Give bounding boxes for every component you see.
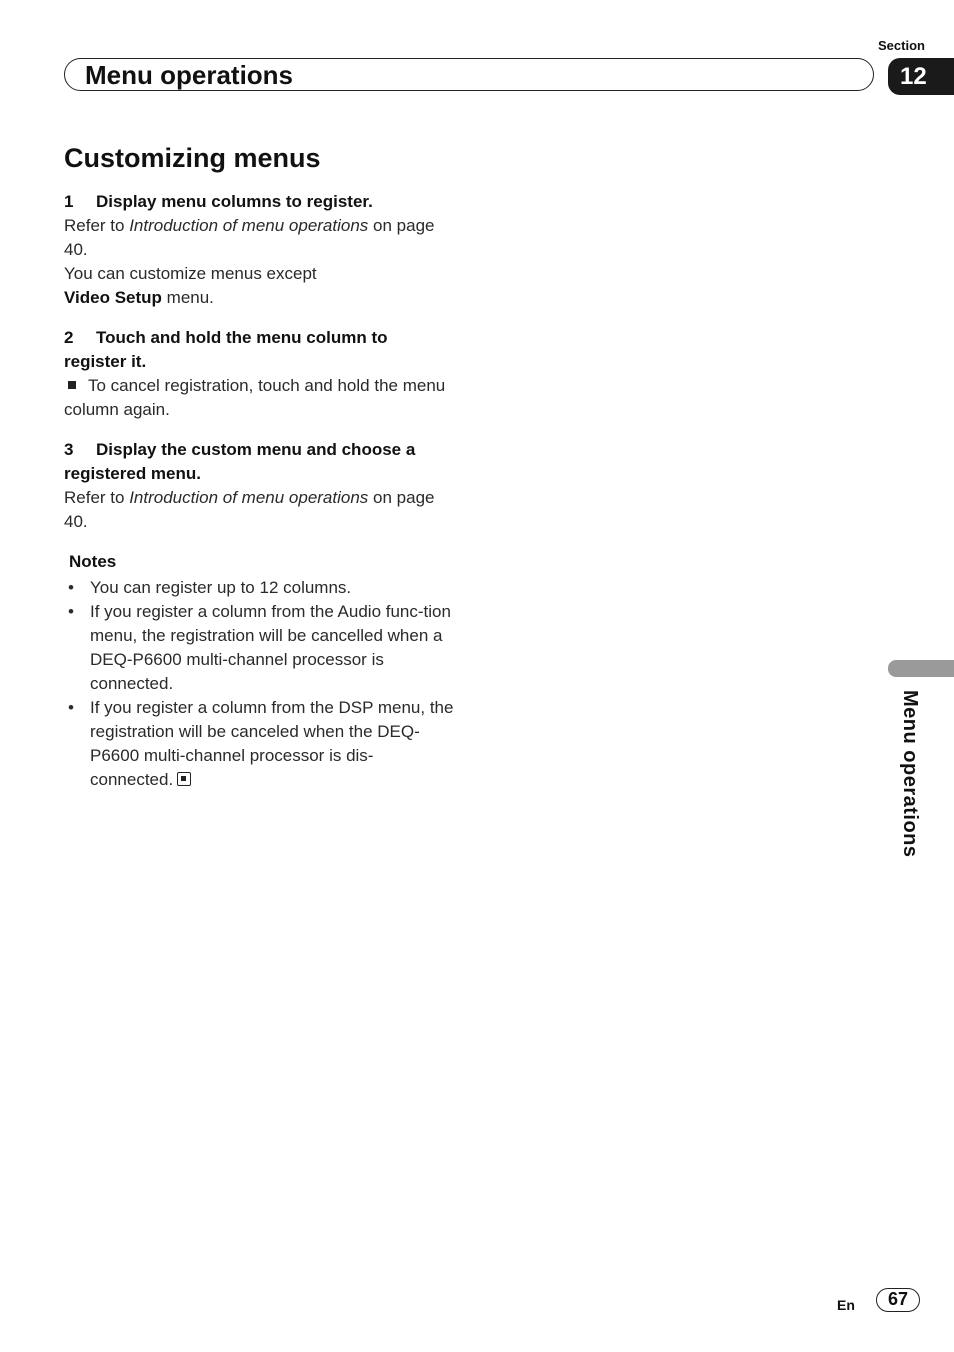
notes-list	[64, 576, 454, 792]
bullet-dot-icon: •	[68, 698, 74, 717]
note-tail: menu.	[161, 288, 214, 307]
step-title-text: Display the custom menu and choose a registered menu.	[64, 440, 416, 483]
list-item	[64, 696, 454, 792]
video-setup-term: Video Setup	[64, 288, 162, 307]
note-text: If you register a column from the DSP menu, the registration will be canceled when the DEQ-P6600 multi-channel processor is dis-connected.	[90, 698, 454, 789]
step-3-title	[64, 438, 454, 486]
page-number: 67	[876, 1288, 920, 1312]
step-2-bullet	[64, 374, 454, 422]
step-number: 3	[64, 440, 74, 459]
side-section-label: Menu operations	[899, 690, 921, 858]
step-1-note	[64, 262, 454, 310]
ref-prefix: Refer to	[64, 488, 130, 507]
section-label: Section	[878, 38, 925, 53]
square-bullet-icon	[68, 381, 76, 389]
header-title: Menu operations	[85, 60, 294, 90]
step-1-title	[64, 190, 454, 214]
step-1-reference	[64, 214, 454, 262]
side-tab-marker	[888, 660, 954, 677]
bullet-dot-icon: •	[68, 602, 74, 621]
step-2-title	[64, 326, 454, 374]
note-text: You can customize menus except	[64, 264, 317, 283]
step-3-reference	[64, 486, 454, 534]
ref-prefix: Refer to	[64, 216, 130, 235]
language-label: En	[837, 1297, 855, 1313]
list-item	[64, 600, 454, 696]
header-bar	[64, 58, 874, 91]
cross-reference-link: Introduction of menu operations	[129, 216, 369, 235]
step-number: 1	[64, 192, 74, 211]
page-title: Customizing menus	[64, 143, 321, 173]
notes-title: Notes	[69, 552, 117, 571]
step-number: 2	[64, 328, 74, 347]
bullet-dot-icon: •	[68, 578, 74, 597]
ref-suffix: on page 40.	[64, 488, 435, 531]
note-text: You can register up to 12 columns.	[90, 578, 352, 597]
section-number-badge: 12	[888, 58, 954, 95]
main-content	[64, 140, 454, 792]
step-title-text: Touch and hold the menu column to register it.	[64, 328, 388, 371]
end-of-section-icon	[177, 772, 191, 786]
ref-suffix: on page 40.	[64, 216, 435, 259]
list-item	[64, 576, 454, 600]
bullet-text: To cancel registration, touch and hold the menu column again.	[64, 376, 446, 419]
cross-reference-link: Introduction of menu operations	[129, 488, 369, 507]
note-text: If you register a column from the Audio func-tion menu, the registration will be cancelled when a DEQ-P6600 multi-channel processor is connected.	[90, 602, 451, 693]
step-title-text: Display menu columns to register.	[96, 192, 373, 211]
